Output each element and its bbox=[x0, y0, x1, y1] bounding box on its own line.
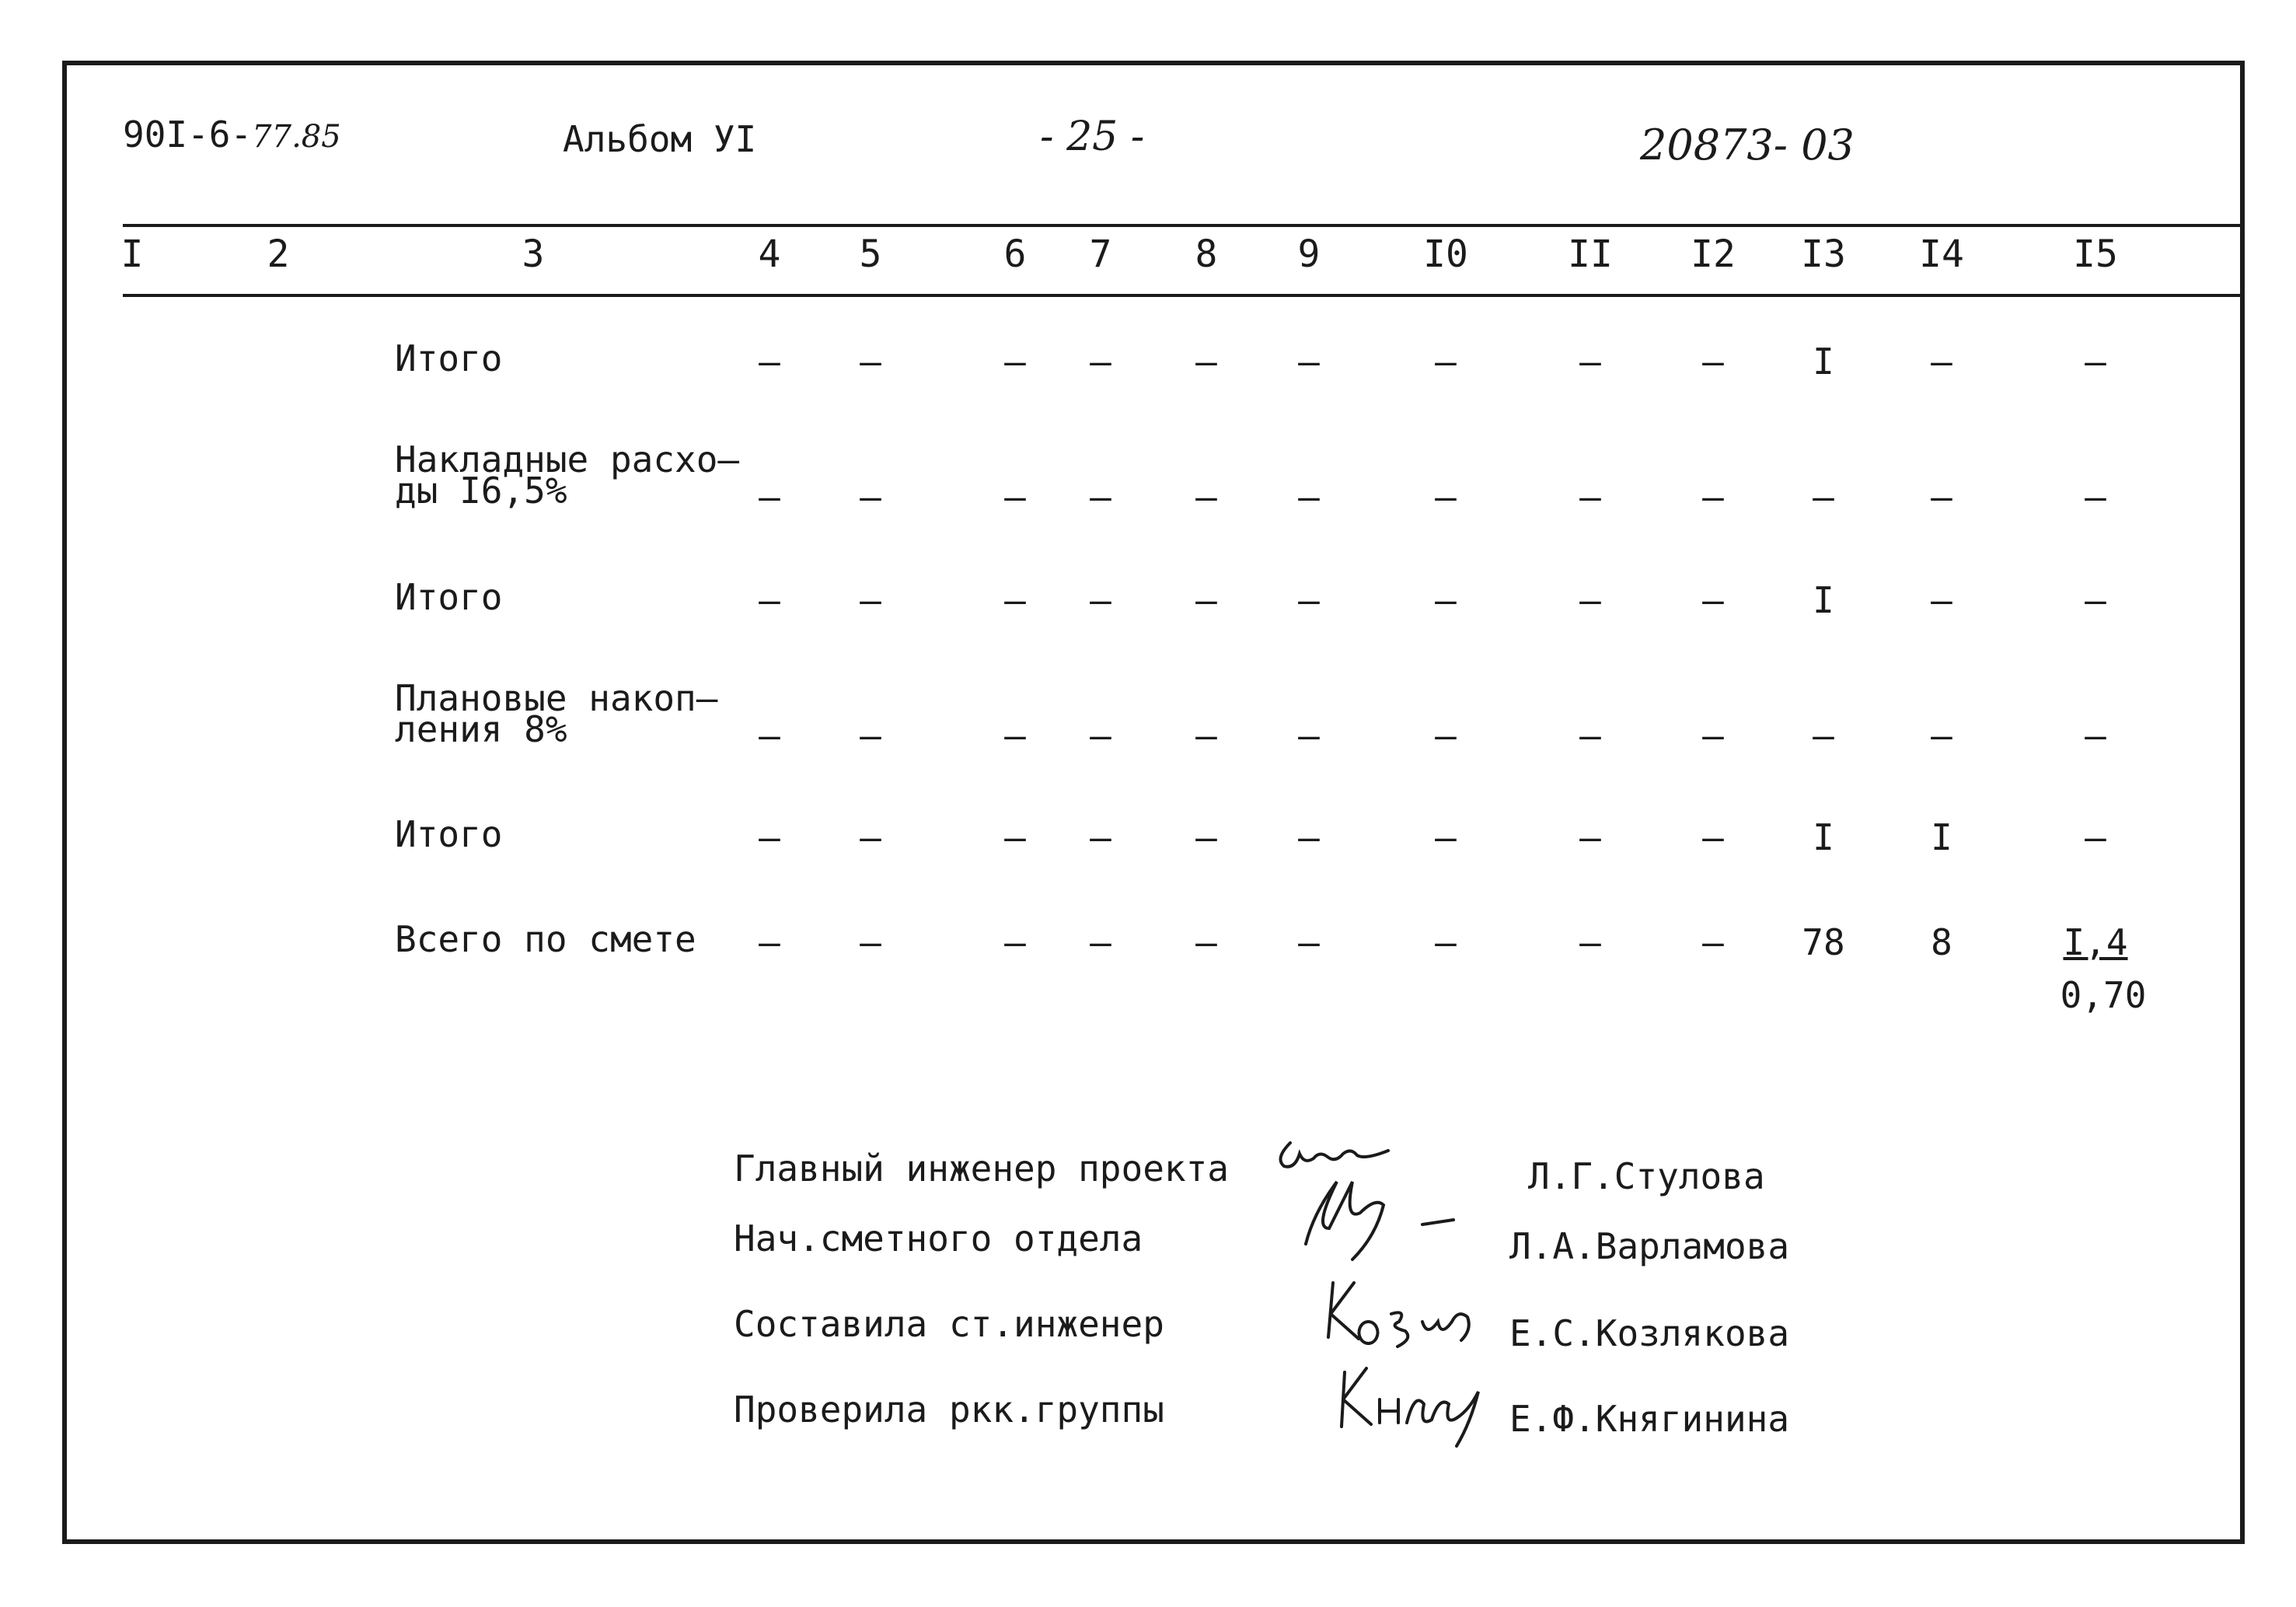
table-cell: – bbox=[1435, 816, 1457, 858]
signatory-role: Составила ст.инженер bbox=[734, 1303, 1164, 1345]
table-cell: – bbox=[1298, 816, 1320, 858]
table-cell: – bbox=[1813, 476, 1834, 518]
table-cell: 8 bbox=[1931, 921, 1952, 963]
table-cell: – bbox=[1702, 341, 1724, 383]
table-cell: – bbox=[1579, 579, 1601, 621]
table-cell: I,4 bbox=[2063, 921, 2128, 963]
table-cell: – bbox=[1090, 921, 1111, 963]
table-cell: – bbox=[1435, 579, 1457, 621]
table-cell: – bbox=[1435, 921, 1457, 963]
table-cell: – bbox=[1702, 476, 1724, 518]
column-number: 6 bbox=[1003, 232, 1027, 276]
table-cell: – bbox=[1298, 714, 1320, 756]
table-cell: – bbox=[1813, 714, 1834, 756]
table-cell: – bbox=[860, 714, 881, 756]
table-cell: – bbox=[860, 921, 881, 963]
table-cell-sub: 0,70 bbox=[2060, 974, 2147, 1016]
table-cell: – bbox=[1435, 714, 1457, 756]
table-cell: – bbox=[1004, 341, 1026, 383]
table-cell: – bbox=[1702, 714, 1724, 756]
column-number: I3 bbox=[1801, 232, 1846, 276]
column-number: 2 bbox=[267, 232, 290, 276]
signatory-name: Л.Г.Стулова bbox=[1528, 1155, 1765, 1197]
table-cell: – bbox=[1004, 921, 1026, 963]
table-cell: – bbox=[1931, 579, 1952, 621]
table-cell: – bbox=[759, 579, 780, 621]
table-cell: – bbox=[759, 816, 780, 858]
table-cell: – bbox=[1195, 341, 1217, 383]
table-cell: – bbox=[1579, 921, 1601, 963]
column-number: I0 bbox=[1423, 232, 1468, 276]
table-cell: – bbox=[860, 476, 881, 518]
header-rule-bottom bbox=[123, 294, 2240, 297]
table-cell: – bbox=[2085, 816, 2106, 858]
row-label: Итого bbox=[395, 813, 503, 855]
table-cell: – bbox=[1702, 579, 1724, 621]
table-cell: – bbox=[1090, 341, 1111, 383]
table-cell: – bbox=[1090, 714, 1111, 756]
table-cell: – bbox=[1004, 714, 1026, 756]
project-code-handwritten: 77.85 bbox=[252, 119, 341, 155]
column-number: I bbox=[120, 232, 144, 276]
table-cell: – bbox=[1090, 476, 1111, 518]
column-number: I5 bbox=[2073, 232, 2118, 276]
column-number: 3 bbox=[522, 232, 545, 276]
table-cell: I bbox=[1813, 579, 1834, 621]
column-number: 8 bbox=[1195, 232, 1218, 276]
table-cell: – bbox=[1435, 476, 1457, 518]
row-label: Итого bbox=[395, 576, 503, 618]
table-cell: – bbox=[759, 341, 780, 383]
table-cell: – bbox=[860, 816, 881, 858]
signatory-name: Е.Ф.Княгинина bbox=[1509, 1398, 1790, 1440]
table-cell: – bbox=[1298, 341, 1320, 383]
table-cell: – bbox=[1702, 921, 1724, 963]
signatory-role: Нач.сметного отдела bbox=[734, 1217, 1143, 1259]
table-cell: – bbox=[759, 921, 780, 963]
project-code-prefix: 90I-6- bbox=[123, 114, 253, 155]
row-label: ления 8% bbox=[395, 708, 567, 750]
table-cell: – bbox=[2085, 579, 2106, 621]
table-cell: – bbox=[759, 476, 780, 518]
row-label: Итого bbox=[395, 337, 503, 379]
row-label: Всего по смете bbox=[395, 918, 696, 960]
header-rule-top bbox=[123, 224, 2240, 227]
project-code bbox=[123, 114, 341, 155]
table-cell: – bbox=[1195, 816, 1217, 858]
signatory-name: Л.А.Варламова bbox=[1509, 1225, 1790, 1267]
column-number: I2 bbox=[1691, 232, 1736, 276]
signatory-role: Проверила ркк.группы bbox=[734, 1389, 1164, 1431]
column-number: 4 bbox=[758, 232, 781, 276]
table-cell: – bbox=[2085, 341, 2106, 383]
table-cell: – bbox=[1195, 921, 1217, 963]
table-cell: – bbox=[1435, 341, 1457, 383]
table-cell: – bbox=[1195, 476, 1217, 518]
signatory-role: Главный инженер проекта bbox=[734, 1148, 1229, 1190]
table-cell: – bbox=[1298, 579, 1320, 621]
column-number: II bbox=[1568, 232, 1613, 276]
table-cell: – bbox=[1004, 816, 1026, 858]
column-number: I4 bbox=[1919, 232, 1964, 276]
table-cell: – bbox=[1579, 714, 1601, 756]
table-cell: – bbox=[1579, 341, 1601, 383]
table-cell: – bbox=[1298, 921, 1320, 963]
signatory-name: Е.С.Козлякова bbox=[1509, 1312, 1790, 1354]
table-cell: – bbox=[1195, 714, 1217, 756]
table-cell: – bbox=[1931, 341, 1952, 383]
table-cell: – bbox=[1579, 476, 1601, 518]
table-cell: – bbox=[1004, 579, 1026, 621]
table-cell: I bbox=[1931, 816, 1952, 858]
table-cell: – bbox=[2085, 714, 2106, 756]
table-cell: – bbox=[1931, 476, 1952, 518]
table-cell: – bbox=[1702, 816, 1724, 858]
table-cell: – bbox=[1004, 476, 1026, 518]
row-label: Накладные расхо– bbox=[395, 438, 740, 480]
row-label: ды I6,5% bbox=[395, 470, 567, 512]
table-cell: – bbox=[860, 579, 881, 621]
column-number: 9 bbox=[1297, 232, 1321, 276]
table-cell: – bbox=[1579, 816, 1601, 858]
table-cell: – bbox=[860, 341, 881, 383]
table-cell: – bbox=[1298, 476, 1320, 518]
table-cell: I bbox=[1813, 816, 1834, 858]
table-cell: I bbox=[1813, 341, 1834, 383]
column-number: 5 bbox=[859, 232, 882, 276]
column-number: 7 bbox=[1089, 232, 1112, 276]
table-cell: – bbox=[1090, 579, 1111, 621]
table-cell: – bbox=[1090, 816, 1111, 858]
row-label: Плановые накоп– bbox=[395, 677, 718, 719]
document-number: 20873- 03 bbox=[1640, 121, 1855, 169]
table-cell: – bbox=[1195, 579, 1217, 621]
album-label: Альбом УI bbox=[563, 118, 757, 160]
table-cell: – bbox=[759, 714, 780, 756]
table-cell: – bbox=[2085, 476, 2106, 518]
table-cell: – bbox=[1931, 714, 1952, 756]
page-number: - 25 - bbox=[1040, 114, 1145, 160]
table-cell: 78 bbox=[1802, 921, 1845, 963]
